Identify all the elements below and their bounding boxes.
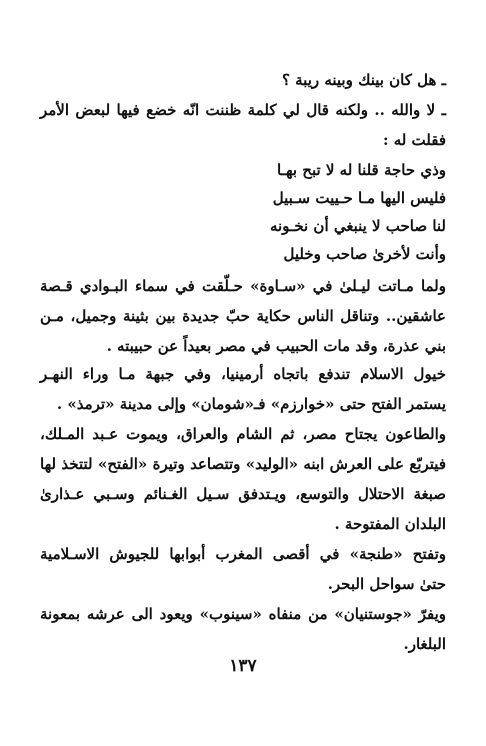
text-line-3: فقلت له : xyxy=(382,131,446,149)
verse-line-2: فليس اليها مـا حـييت سـبيل xyxy=(272,189,446,207)
text-line-16: البلدان المفتوحة . xyxy=(334,515,446,533)
text-line-15: صبغة الاحتلال والتوسع، ويـتدفق سـيل الغـنائم وسـبي عـذارىٰ xyxy=(40,485,446,503)
text-line-2: ـ لا والله .. ولكنه قال لي كلمة ظننت انّه خضع فيها لبعض الأمر xyxy=(40,101,446,119)
text-line-13: والطاعون يجتاح مصر، ثم الشام والعراق، ويموت عـبد المـلك، xyxy=(40,425,446,443)
text-line-12: يستمر الفتح حتى «خوارزم» فـ«شومان» وإلى مدينة «ترمذ» . xyxy=(56,395,446,413)
text-line-1: ـ هل كان بينك وبينه ريبة ؟ xyxy=(281,71,446,89)
text-line-14: فيتربّع على العرش ابنه «الوليد» وتتصاعد وتيرة «الفتح» لتتخذ لها xyxy=(40,455,446,473)
text-line-10: بني عذرة، وقد مات الحبيب في مصر بعيداً عن حبيبته . xyxy=(106,337,446,355)
verse-line-3: لنا صاحب لا ينبغي أن نخـونه xyxy=(269,217,446,235)
page-number: ١٣٧ xyxy=(229,656,257,676)
text-line-17: وتفتح «طنجة» في أقصى المغرب أبوابها للجيوش الاسـلامية xyxy=(40,545,446,563)
text-line-18: حتىٰ سواحل البحر. xyxy=(327,575,446,593)
text-line-20: البلغار. xyxy=(403,635,446,653)
text-line-19: ويفرّ «جوستنيان» من منفاه «سينوب» ويعود الى عرشه بمعونة xyxy=(40,605,446,623)
verse-line-1: وذي حاجة قلنا له لا تبح بهـا xyxy=(277,161,446,179)
text-line-11: خيول الاسلام تندفع باتجاه أرمينيا، وفي جبهة مـا وراء النهـر xyxy=(40,365,446,383)
text-line-8: ولما مـاتت ليـلىٰ في «سـاوة» حـلّقت في سماء البـوادي قـصة xyxy=(40,277,446,295)
text-line-9: عاشقين.. وتناقل الناس حكاية حبّ جديدة بين بثينة وجميل، مـن xyxy=(40,307,446,325)
verse-line-4: وأنت لأخرىٰ صاحب وخليل xyxy=(283,245,446,263)
